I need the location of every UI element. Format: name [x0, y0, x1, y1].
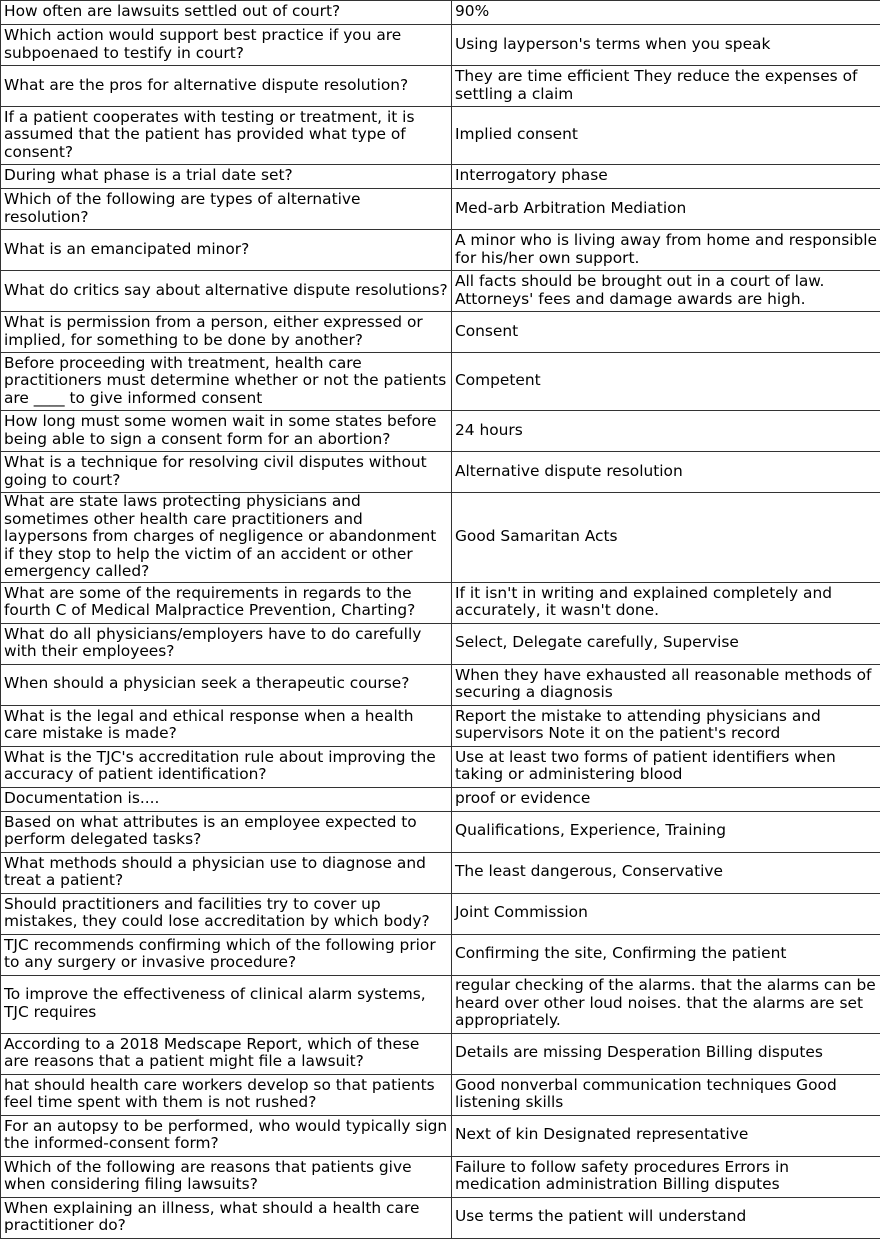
table-row: [1, 189, 880, 230]
question-cell: Before proceeding with treatment, health care practitioners must determine whether or not the patients are ____ to give informed consent: [1, 353, 452, 411]
table-row: [1, 1115, 880, 1156]
table-row: [1, 852, 880, 893]
question-cell: What is permission from a person, either expressed or implied, for something to be done by another?: [1, 312, 452, 353]
question-cell: hat should health care workers develop so that patients feel time spent with them is not rushed?: [1, 1074, 452, 1115]
question-cell: If a patient cooperates with testing or treatment, it is assumed that the patient has provided what type of consent?: [1, 107, 452, 165]
qa-table-body: [1, 1, 880, 1239]
table-row: [1, 1074, 880, 1115]
question-cell: Documentation is....: [1, 787, 452, 811]
table-row: [1, 230, 880, 271]
table-row: [1, 411, 880, 452]
table-row: [1, 353, 880, 411]
question-cell: Which of the following are reasons that patients give when considering filing lawsuits?: [1, 1156, 452, 1197]
table-row: [1, 975, 880, 1033]
table-row: [1, 746, 880, 787]
question-cell: For an autopsy to be performed, who would typically sign the informed-consent form?: [1, 1115, 452, 1156]
table-row: [1, 312, 880, 353]
answer-cell: regular checking of the alarms. that the alarms can be heard over other loud noises. that the alarms are set appropriately.: [452, 975, 880, 1033]
table-row: [1, 493, 880, 583]
question-cell: What are some of the requirements in regards to the fourth C of Medical Malpractice Prevention, Charting?: [1, 582, 452, 623]
question-cell: When should a physician seek a therapeutic course?: [1, 664, 452, 705]
question-cell: According to a 2018 Medscape Report, which of these are reasons that a patient might file a lawsuit?: [1, 1033, 452, 1074]
table-row: [1, 271, 880, 312]
table-row: [1, 452, 880, 493]
question-cell: What are the pros for alternative dispute resolution?: [1, 66, 452, 107]
question-cell: What do all physicians/employers have to do carefully with their employees?: [1, 623, 452, 664]
table-row: [1, 705, 880, 746]
table-row: [1, 25, 880, 66]
answer-cell: If it isn't in writing and explained completely and accurately, it wasn't done.: [452, 582, 880, 623]
table-row: [1, 66, 880, 107]
table-row: [1, 811, 880, 852]
question-cell: What are state laws protecting physicians and sometimes other health care practitioners and laypersons from charges of negligence or abandonment if they stop to help the victim of an accident or other emergency called?: [1, 493, 452, 583]
answer-cell: proof or evidence: [452, 787, 880, 811]
answer-cell: Report the mistake to attending physicians and supervisors Note it on the patient's record: [452, 705, 880, 746]
table-row: [1, 1197, 880, 1238]
question-cell: Based on what attributes is an employee expected to perform delegated tasks?: [1, 811, 452, 852]
answer-cell: Using layperson's terms when you speak: [452, 25, 880, 66]
table-row: [1, 934, 880, 975]
answer-cell: Alternative dispute resolution: [452, 452, 880, 493]
table-row: [1, 1, 880, 25]
question-cell: Which of the following are types of alternative resolution?: [1, 189, 452, 230]
answer-cell: Competent: [452, 353, 880, 411]
answer-cell: Good nonverbal communication techniques Good listening skills: [452, 1074, 880, 1115]
answer-cell: 90%: [452, 1, 880, 25]
question-cell: During what phase is a trial date set?: [1, 165, 452, 189]
answer-cell: 24 hours: [452, 411, 880, 452]
answer-cell: Interrogatory phase: [452, 165, 880, 189]
question-cell: Should practitioners and facilities try to cover up mistakes, they could lose accreditation by which body?: [1, 893, 452, 934]
answer-cell: Implied consent: [452, 107, 880, 165]
question-cell: Which action would support best practice if you are subpoenaed to testify in court?: [1, 25, 452, 66]
answer-cell: Confirming the site, Confirming the patient: [452, 934, 880, 975]
question-cell: How often are lawsuits settled out of court?: [1, 1, 452, 25]
answer-cell: They are time efficient They reduce the expenses of settling a claim: [452, 66, 880, 107]
table-row: [1, 787, 880, 811]
question-cell: What is the legal and ethical response when a health care mistake is made?: [1, 705, 452, 746]
table-row: [1, 1156, 880, 1197]
answer-cell: Consent: [452, 312, 880, 353]
answer-cell: When they have exhausted all reasonable methods of securing a diagnosis: [452, 664, 880, 705]
question-cell: What is an emancipated minor?: [1, 230, 452, 271]
answer-cell: Good Samaritan Acts: [452, 493, 880, 583]
answer-cell: A minor who is living away from home and responsible for his/her own support.: [452, 230, 880, 271]
table-row: [1, 165, 880, 189]
answer-cell: The least dangerous, Conservative: [452, 852, 880, 893]
answer-cell: Use terms the patient will understand: [452, 1197, 880, 1238]
table-row: [1, 893, 880, 934]
answer-cell: Select, Delegate carefully, Supervise: [452, 623, 880, 664]
answer-cell: Failure to follow safety procedures Errors in medication administration Billing disputes: [452, 1156, 880, 1197]
answer-cell: Next of kin Designated representative: [452, 1115, 880, 1156]
question-cell: What is a technique for resolving civil disputes without going to court?: [1, 452, 452, 493]
table-row: [1, 107, 880, 165]
answer-cell: All facts should be brought out in a court of law. Attorneys' fees and damage awards are high.: [452, 271, 880, 312]
question-cell: What do critics say about alternative dispute resolutions?: [1, 271, 452, 312]
table-row: [1, 623, 880, 664]
answer-cell: Use at least two forms of patient identifiers when taking or administering blood: [452, 746, 880, 787]
question-cell: When explaining an illness, what should a health care practitioner do?: [1, 1197, 452, 1238]
answer-cell: Details are missing Desperation Billing disputes: [452, 1033, 880, 1074]
answer-cell: Joint Commission: [452, 893, 880, 934]
question-cell: What is the TJC's accreditation rule about improving the accuracy of patient identification?: [1, 746, 452, 787]
answer-cell: Med-arb Arbitration Mediation: [452, 189, 880, 230]
question-cell: How long must some women wait in some states before being able to sign a consent form for an abortion?: [1, 411, 452, 452]
table-row: [1, 1033, 880, 1074]
question-cell: What methods should a physician use to diagnose and treat a patient?: [1, 852, 452, 893]
table-row: [1, 582, 880, 623]
question-cell: To improve the effectiveness of clinical alarm systems, TJC requires: [1, 975, 452, 1033]
question-cell: TJC recommends confirming which of the following prior to any surgery or invasive procedure?: [1, 934, 452, 975]
table-row: [1, 664, 880, 705]
answer-cell: Qualifications, Experience, Training: [452, 811, 880, 852]
